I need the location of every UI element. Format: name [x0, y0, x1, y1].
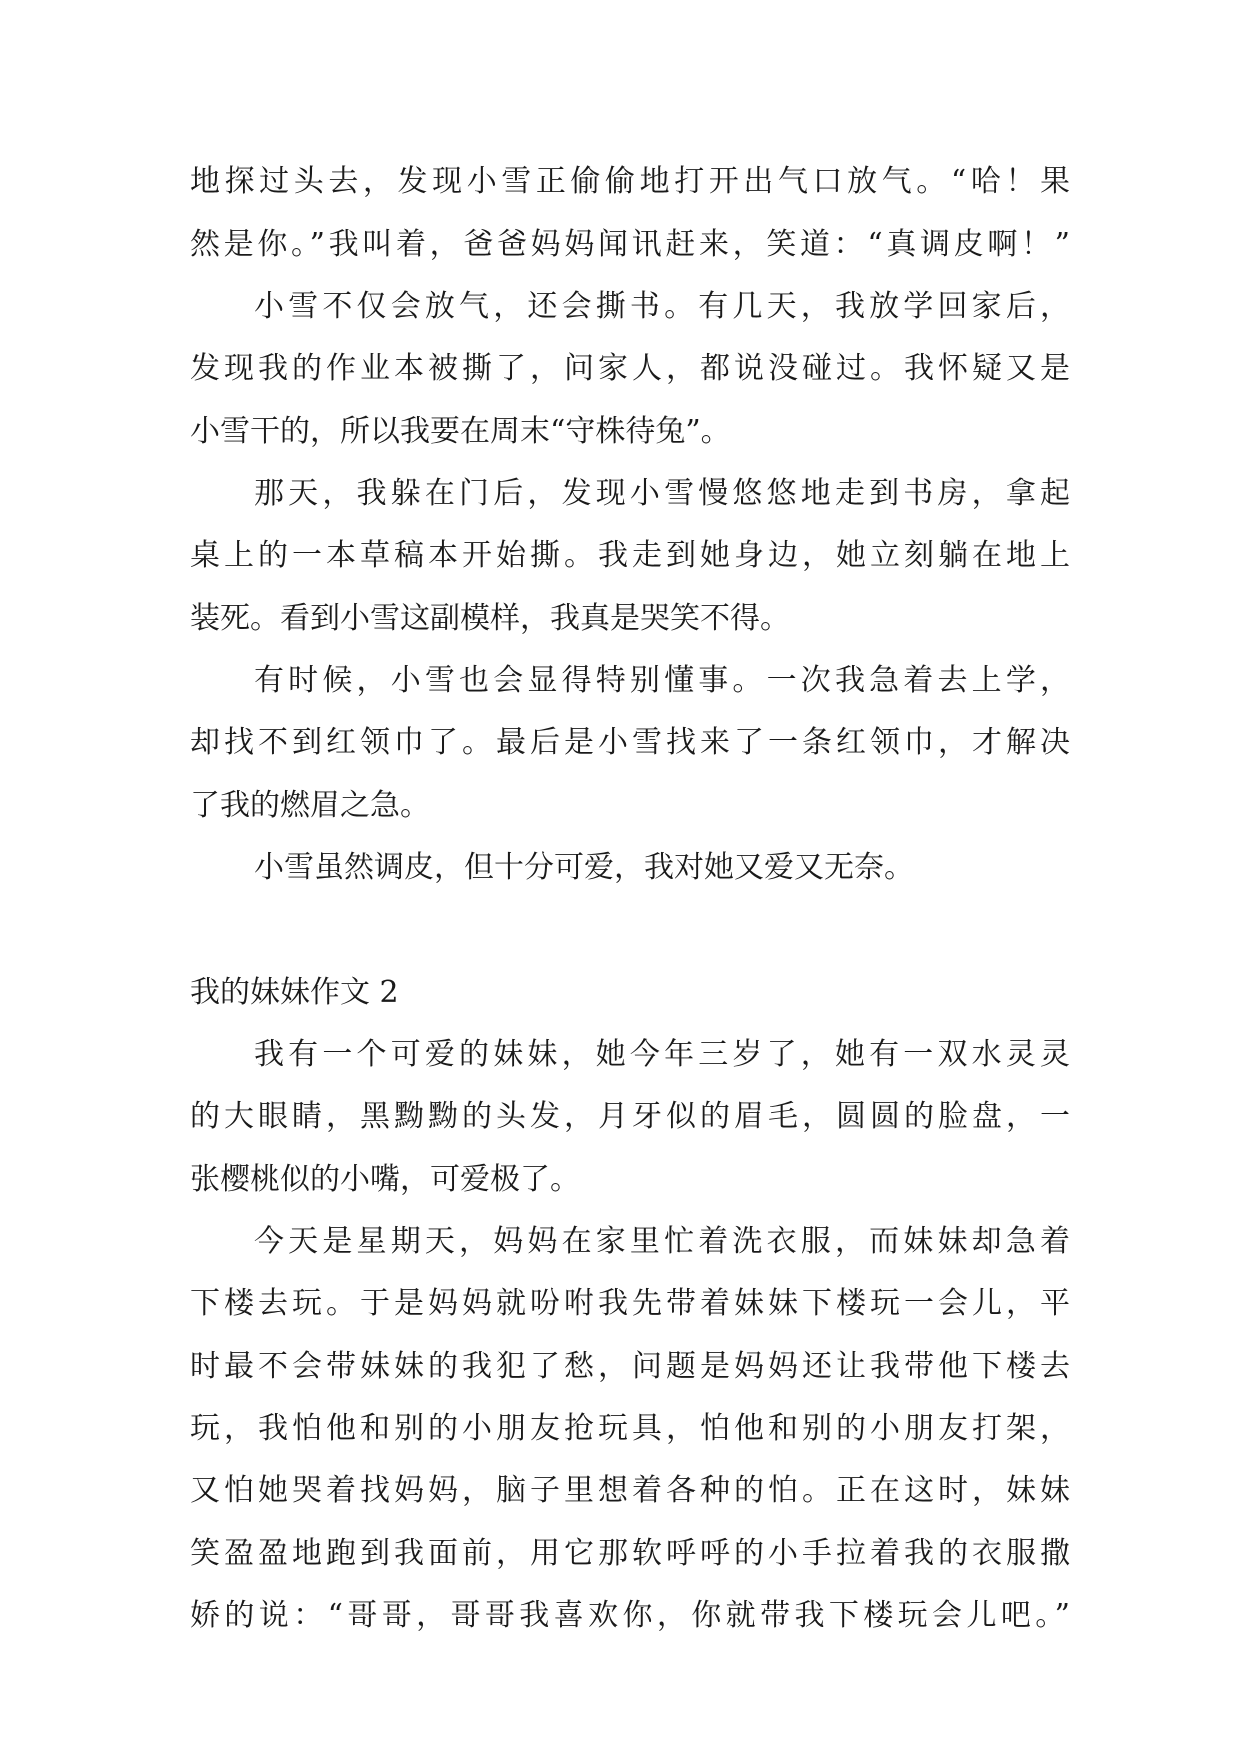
text-line: 笑盈盈地跑到我面前，用它那软呼呼的小手拉着我的衣服撒 — [190, 1536, 1070, 1571]
text-line: 装死。看到小雪这副模样，我真是哭笑不得。 — [190, 601, 790, 636]
text-line: 时最不会带妹妹的我犯了愁，问题是妈妈还让我带他下楼去 — [190, 1349, 1070, 1384]
text-line: 地探过头去，发现小雪正偷偷地打开出气口放气。“哈！果 — [190, 164, 1070, 199]
text-line: 发现我的作业本被撕了，问家人，都说没碰过。我怀疑又是 — [190, 351, 1070, 386]
text-line: 玩，我怕他和别的小朋友抢玩具，怕他和别的小朋友打架， — [190, 1411, 1070, 1446]
text-line: 娇的说：“哥哥，哥哥我喜欢你，你就带我下楼玩会儿吧。” — [190, 1598, 1070, 1633]
text-line: 那天，我躲在门后，发现小雪慢悠悠地走到书房，拿起 — [254, 476, 1070, 511]
text-line: 了我的燃眉之急。 — [190, 788, 430, 823]
text-line: 却找不到红领巾了。最后是小雪找来了一条红领巾，才解决 — [190, 725, 1070, 760]
text-line: 又怕她哭着找妈妈，脑子里想着各种的怕。正在这时，妹妹 — [190, 1473, 1070, 1508]
text-line: 下楼去玩。于是妈妈就吩咐我先带着妹妹下楼玩一会儿，平 — [190, 1286, 1070, 1321]
text-line: 然是你。”我叫着，爸爸妈妈闻讯赶来，笑道：“真调皮啊！” — [190, 227, 1070, 262]
text-line: 有时候，小雪也会显得特别懂事。一次我急着去上学， — [254, 663, 1070, 698]
text-line: 小雪干的，所以我要在周末“守株待兔”。 — [190, 414, 731, 449]
text-line: 小雪不仅会放气，还会撕书。有几天，我放学回家后， — [254, 289, 1070, 324]
text-line: 张樱桃似的小嘴，可爱极了。 — [190, 1162, 580, 1197]
text-line: 桌上的一本草稿本开始撕。我走到她身边，她立刻躺在地上 — [190, 538, 1070, 573]
text-line: 小雪虽然调皮，但十分可爱，我对她又爱又无奈。 — [254, 850, 914, 885]
section-heading: 我的妹妹作文 2 — [190, 975, 399, 1010]
text-line: 的大眼睛，黑黝黝的头发，月牙似的眉毛，圆圆的脸盘，一 — [190, 1099, 1070, 1134]
text-line: 我有一个可爱的妹妹，她今年三岁了，她有一双水灵灵 — [254, 1037, 1070, 1072]
text-line: 今天是星期天，妈妈在家里忙着洗衣服，而妹妹却急着 — [254, 1224, 1070, 1259]
